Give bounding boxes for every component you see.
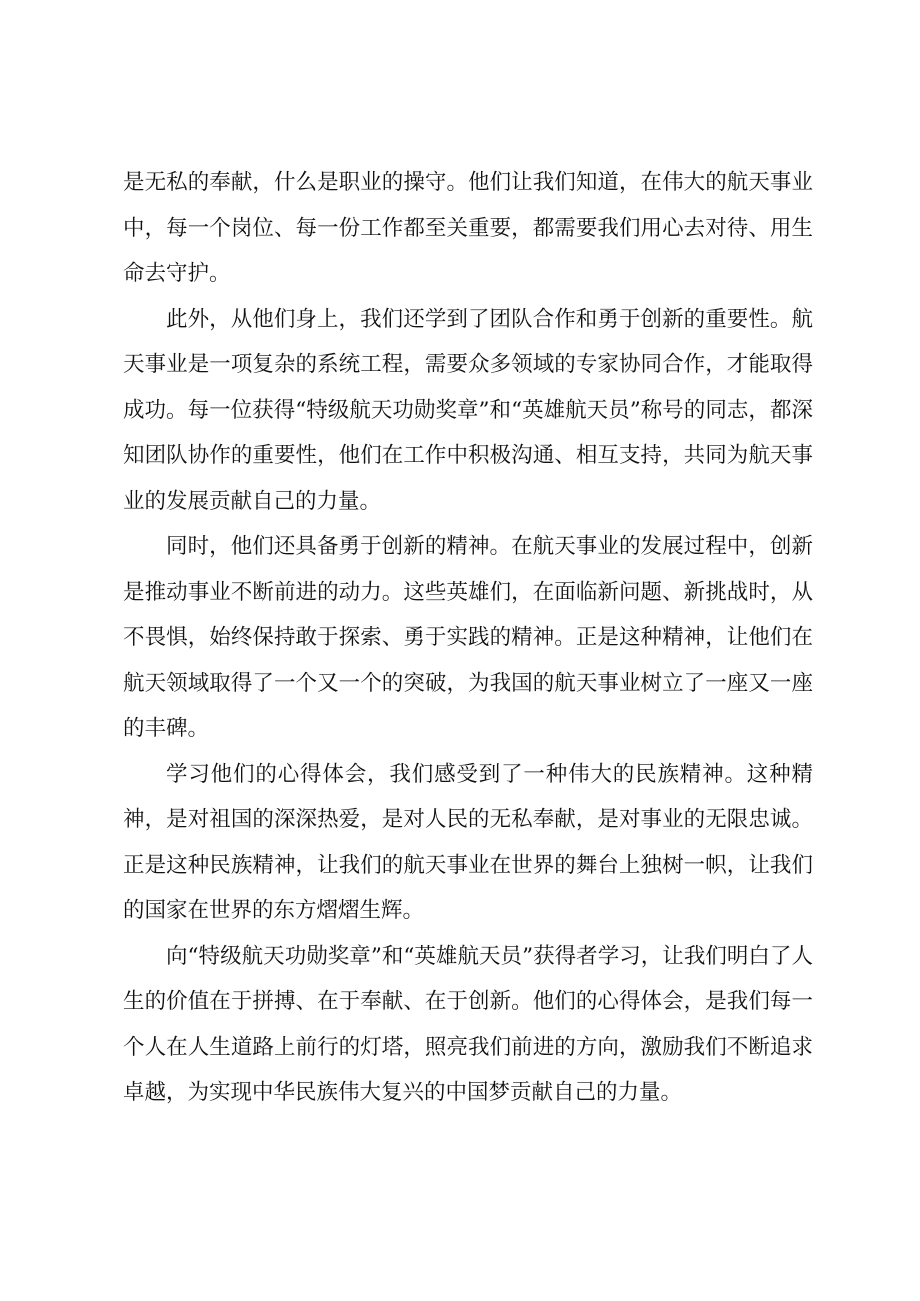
paragraph-5: 向“特级航天功勋奖章”和“英雄航天员”获得者学习，让我们明白了人生的价值在于拼搏、在于奉献、在于创新。他们的心得体会，是我们每一个人在人生道路上前行的灯塔，照亮我们前进的方向，激励我们不断追求卓越，为实现中华民族伟大复兴的中国梦贡献自己的力量。 bbox=[123, 943, 813, 1105]
paragraph-3: 同时，他们还具备勇于创新的精神。在航天事业的发展过程中，创新是推动事业不断前进的动力。这些英雄们，在面临新问题、新挑战时，从不畏惧，始终保持敢于探索、勇于实践的精神。正是这种精神，让他们在航天领域取得了一个又一个的突破，为我国的航天事业树立了一座又一座的丰碑。 bbox=[123, 534, 813, 741]
paragraph-2: 此外，从他们身上，我们还学到了团队合作和勇于创新的重要性。航天事业是一项复杂的系统工程，需要众多领域的专家协同合作，才能取得成功。每一位获得“特级航天功勋奖章”和“英雄航天员”称号的同志，都深知团队协作的重要性，他们在工作中积极沟通、相互支持，共同为航天事业的发展贡献自己的力量。 bbox=[123, 306, 813, 514]
paragraph-1: 是无私的奉献，什么是职业的操守。他们让我们知道，在伟大的航天事业中，每一个岗位、每一份工作都至关重要，都需要我们用心去对待、用生命去守护。 bbox=[123, 170, 813, 286]
paragraph-4: 学习他们的心得体会，我们感受到了一种伟大的民族精神。这种精神，是对祖国的深深热爱，是对人民的无私奉献，是对事业的无限忠诚。正是这种民族精神，让我们的航天事业在世界的舞台上独树一帜，让我们的国家在世界的东方熠熠生辉。 bbox=[123, 761, 813, 923]
document-body bbox=[123, 160, 813, 1116]
